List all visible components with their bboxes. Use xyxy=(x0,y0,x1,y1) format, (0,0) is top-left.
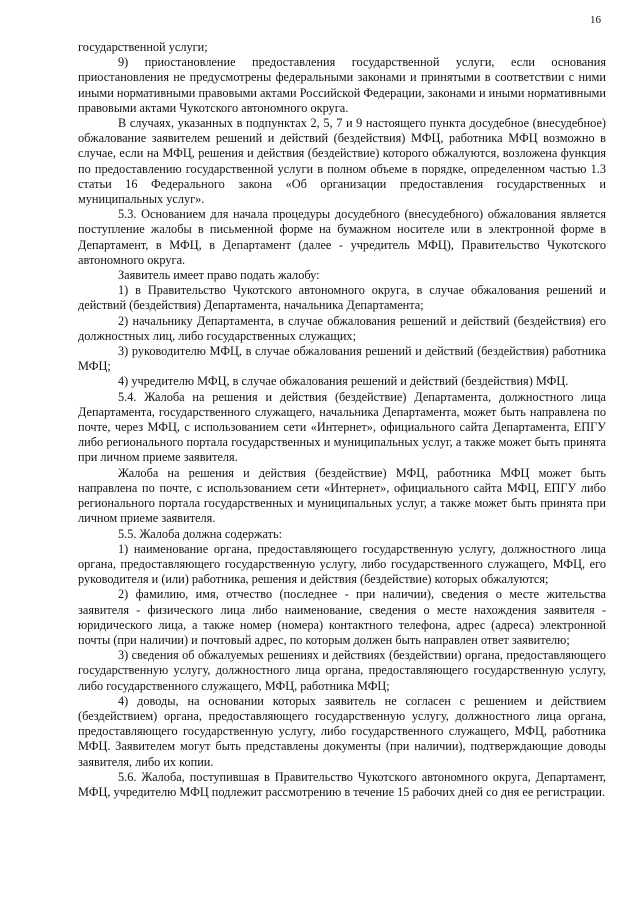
paragraph-5-4: 5.4. Жалоба на решения и действия (бездействие) Департамента, должностного лица Департамента, государственного служащего, начальника Департамента, может быть направлена по почте, через МФЦ, с использованием сети «Интернет», официального сайта Департамента, ЕПГУ либо регионального портала государственных и муниципальных услуг, а также может быть принята при личном приеме заявителя. xyxy=(78,389,606,465)
paragraph-5-6: 5.6. Жалоба, поступившая в Правительство Чукотского автономного округа, Департамент, МФЦ, учредителю МФЦ подлежит рассмотрению в течение 15 рабочих дней со дня ее регистрации. xyxy=(78,769,606,799)
paragraph-right-4: 4) учредителю МФЦ, в случае обжалования решений и действий (бездействия) МФЦ. xyxy=(118,374,569,389)
paragraph-item-9: 9) приостановление предоставления государственной услуги, если основания приостановления не предусмотрены федеральными законами и принятыми в соответствии с ними иными нормативными правовыми актами Российской Федерации, законами и иными нормативными правовыми актами Чукотского автономного округа. xyxy=(78,55,606,115)
paragraph-content-3: 3) сведения об обжалуемых решениях и действиях (бездействии) органа, предоставляющего государственную услугу, должностного лица органа, предоставляющего государственную услугу, либо государственного служащего, МФЦ, работника МФЦ; xyxy=(78,648,606,693)
paragraph-continuation: государственной услуги; xyxy=(78,40,208,54)
document-body xyxy=(78,40,606,800)
paragraph-5-3: 5.3. Основанием для начала процедуры досудебного (внесудебного) обжалования является поступление жалобы в письменной форме на бумажном носителе или в электронной форме в Департамент, в МФЦ, в Департамент (далее - учредитель МФЦ), Правительство Чукотского автономного округа. xyxy=(78,207,606,267)
paragraph-content-2: 2) фамилию, имя, отчество (последнее - при наличии), сведения о месте жительства заявителя - физического лица либо наименование, сведения о месте нахождения заявителя - юридического лица, а также номер (номера) контактного телефона, адрес (адреса) электронной почты (при наличии) и почтовый адрес, по которым должен быть направлен ответ заявителю; xyxy=(78,587,606,647)
paragraph-right-2: 2) начальнику Департамента, в случае обжалования решений и действий (бездействия) его должностных лиц, либо государственных служащих; xyxy=(78,313,606,343)
paragraph-content-1: 1) наименование органа, предоставляющего государственную услугу, должностного лица органа, предоставляющего государственную услугу, либо государственного служащего, МФЦ, его руководителя и (или) работника, решения и действия (бездействие) которых обжалуются; xyxy=(78,541,606,587)
page-number: 16 xyxy=(590,14,601,26)
paragraph-right-3: 3) руководителю МФЦ, в случае обжалования решений и действий (бездействия) работника МФЦ; xyxy=(78,344,606,374)
paragraph-cases: В случаях, указанных в подпунктах 2, 5, 7 и 9 настоящего пункта досудебное (внесудебное) обжалование заявителем решений и действий (бездействия) МФЦ, работника МФЦ возможно в случае, если на МФЦ, решения и действия (бездействие) которого обжалуются, возложена функция по предоставлению государственной услуги в полном объеме в порядке, определенном частью 1.3 статьи 16 Федерального закона «Об организации предоставления государственных и муниципальных услуг». xyxy=(78,116,606,207)
paragraph-5-5: 5.5. Жалоба должна содержать: xyxy=(118,526,283,541)
paragraph-applicant-right: Заявитель имеет право подать жалобу: xyxy=(118,268,320,283)
paragraph-content-4: 4) доводы, на основании которых заявитель не согласен с решением и действием (бездействием) органа, предоставляющего государственную услугу, должностного лица органа, предоставляющего государственную услугу, либо государственного служащего, МФЦ, работника МФЦ. Заявителем могут быть представлены документы (при наличии), подтверждающие доводы заявителя, либо их копии. xyxy=(78,693,606,769)
paragraph-mfc-complaint: Жалоба на решения и действия (бездействие) МФЦ, работника МФЦ может быть направлена по почте, с использованием сети «Интернет», официального сайта МФЦ, ЕПГУ либо регионального портала государственных и муниципальных услуг, а также может быть принята при личном приеме заявителя. xyxy=(78,465,606,526)
paragraph-right-1: 1) в Правительство Чукотского автономного округа, в случае обжалования решений и действий (бездействия) Департамента, начальника Департамента; xyxy=(78,283,606,313)
